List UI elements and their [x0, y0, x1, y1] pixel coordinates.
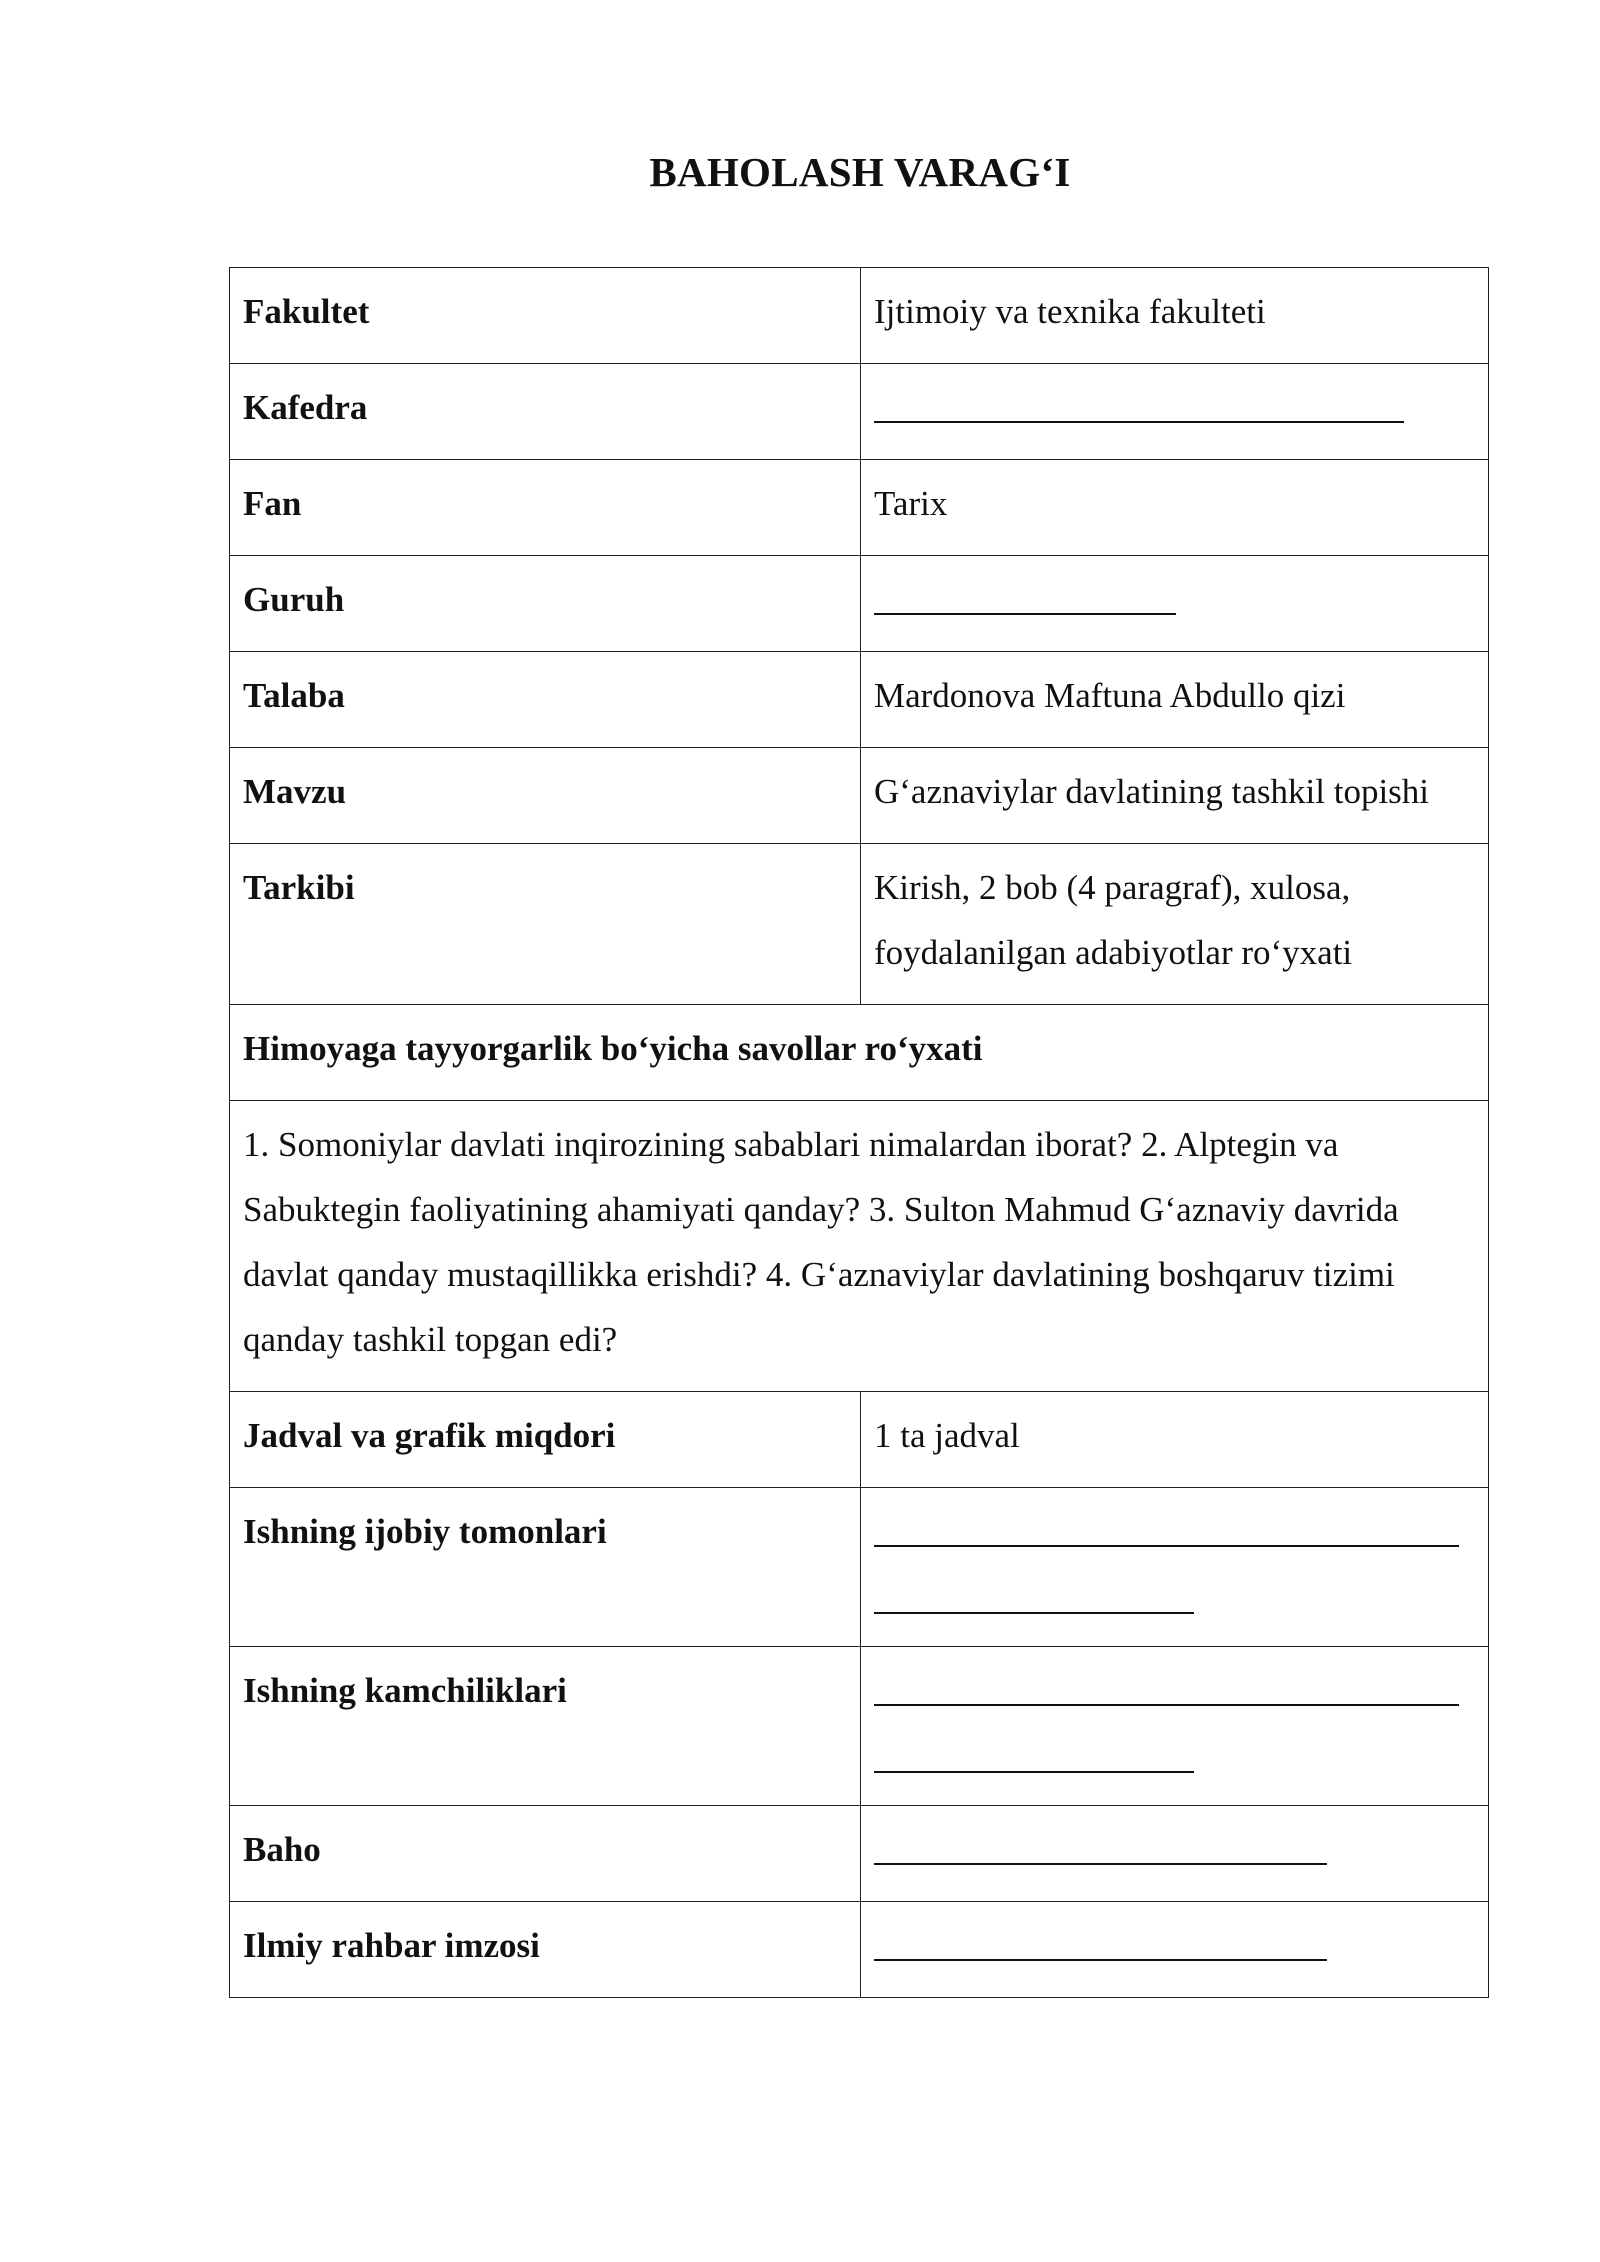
guruh-value[interactable]	[861, 556, 1489, 652]
savollar-label: Himoyaga tayyorgarlik bo‘yicha savollar ro‘yxati	[230, 1005, 1489, 1101]
kafedra-blank-line[interactable]	[874, 375, 1404, 423]
guruh-blank-line[interactable]	[874, 567, 1176, 615]
row-talaba	[230, 652, 1489, 748]
row-fakultet	[230, 268, 1489, 364]
guruh-label: Guruh	[230, 556, 861, 652]
baho-label: Baho	[230, 1806, 861, 1902]
row-guruh	[230, 556, 1489, 652]
row-mavzu	[230, 748, 1489, 844]
row-fan	[230, 460, 1489, 556]
row-savollar-list	[230, 1101, 1489, 1392]
savollar-text: 1. Somoniylar davlati inqirozining sabablari nimalardan iborat? 2. Alptegin va Sabuktegin faoliyatining ahamiyati qanday? 3. Sulton Mahmud G‘aznaviy davrida davlat qanday mustaqillikka erishdi? 4. G‘aznaviylar davlatining boshqaruv tizimi qanday tashkil topgan edi?	[230, 1101, 1489, 1392]
assessment-table	[229, 267, 1489, 1998]
kamchilik-value[interactable]	[861, 1647, 1489, 1806]
imzo-label: Ilmiy rahbar imzosi	[230, 1902, 861, 1998]
jadval-value: 1 ta jadval	[861, 1392, 1489, 1488]
ijobiy-value[interactable]	[861, 1488, 1489, 1647]
mavzu-label: Mavzu	[230, 748, 861, 844]
baho-value[interactable]	[861, 1806, 1489, 1902]
row-jadval	[230, 1392, 1489, 1488]
fakultet-label: Fakultet	[230, 268, 861, 364]
kamchilik-blank-line-2[interactable]	[874, 1725, 1194, 1773]
mavzu-value: G‘aznaviylar davlatining tashkil topishi	[861, 748, 1489, 844]
ijobiy-label: Ishning ijobiy tomonlari	[230, 1488, 861, 1647]
row-tarkibi	[230, 844, 1489, 1005]
talaba-value: Mardonova Maftuna Abdullo qizi	[861, 652, 1489, 748]
talaba-label: Talaba	[230, 652, 861, 748]
baho-blank-line[interactable]	[874, 1817, 1327, 1865]
fakultet-value: Ijtimoiy va texnika fakulteti	[861, 268, 1489, 364]
ijobiy-blank-line-1[interactable]	[874, 1499, 1459, 1547]
kamchilik-label: Ishning kamchiliklari	[230, 1647, 861, 1806]
kafedra-value[interactable]	[861, 364, 1489, 460]
row-baho	[230, 1806, 1489, 1902]
kafedra-label: Kafedra	[230, 364, 861, 460]
fan-label: Fan	[230, 460, 861, 556]
row-savollar-heading	[230, 1005, 1489, 1101]
row-kafedra	[230, 364, 1489, 460]
imzo-value[interactable]	[861, 1902, 1489, 1998]
tarkibi-label: Tarkibi	[230, 844, 861, 1005]
row-ijobiy	[230, 1488, 1489, 1647]
ijobiy-blank-line-2[interactable]	[874, 1566, 1194, 1614]
imzo-blank-line[interactable]	[874, 1913, 1327, 1961]
page-title: BAHOLASH VARAG‘I	[649, 149, 1071, 195]
tarkibi-value: Kirish, 2 bob (4 paragraf), xulosa, foydalanilgan adabiyotlar ro‘yxati	[861, 844, 1489, 1005]
row-imzo	[230, 1902, 1489, 1998]
kamchilik-blank-line-1[interactable]	[874, 1658, 1459, 1706]
fan-value: Tarix	[861, 460, 1489, 556]
row-kamchilik	[230, 1647, 1489, 1806]
jadval-label: Jadval va grafik miqdori	[230, 1392, 861, 1488]
